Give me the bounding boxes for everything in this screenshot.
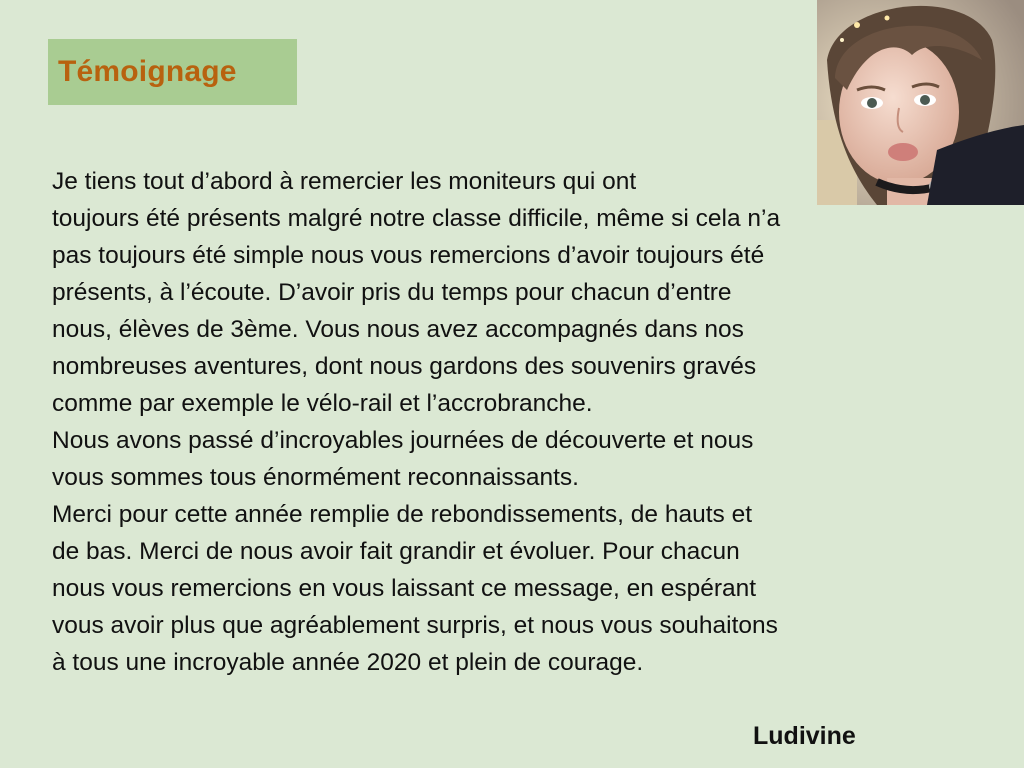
- text-line: nous, élèves de 3ème. Vous nous avez accompagnés dans nos: [52, 316, 744, 343]
- text-line: nombreuses aventures, dont nous gardons des souvenirs gravés: [52, 353, 757, 380]
- text-line: comme par exemple le vélo-rail et l’accrobranche.: [52, 390, 593, 417]
- text-line: Nous avons passé d’incroyables journées de découverte et nous: [52, 427, 754, 454]
- text-line: vous avoir plus que agréablement surpris, et nous vous souhaitons: [52, 612, 778, 639]
- text-line: nous vous remercions en vous laissant ce message, en espérant: [52, 575, 757, 602]
- text-line: vous sommes tous énormément reconnaissants.: [52, 464, 579, 491]
- testimonial-text: [52, 163, 992, 681]
- text-line: pas toujours été simple nous vous remercions d’avoir toujours été: [52, 242, 765, 269]
- title-box: [48, 39, 297, 105]
- signature: Ludivine: [753, 722, 856, 750]
- text-line: Merci pour cette année remplie de rebondissements, de hauts et: [52, 501, 753, 528]
- text-line: toujours été présents malgré notre classe difficile, même si cela n’a: [52, 205, 781, 232]
- text-line: Je tiens tout d’abord à remercier les moniteurs qui ont: [52, 168, 637, 195]
- text-line: présents, à l’écoute. D’avoir pris du temps pour chacun d’entre: [52, 279, 732, 306]
- slide-title: Témoignage: [58, 55, 237, 88]
- text-line: de bas. Merci de nous avoir fait grandir et évoluer. Pour chacun: [52, 538, 740, 565]
- text-line: à tous une incroyable année 2020 et plein de courage.: [52, 649, 644, 676]
